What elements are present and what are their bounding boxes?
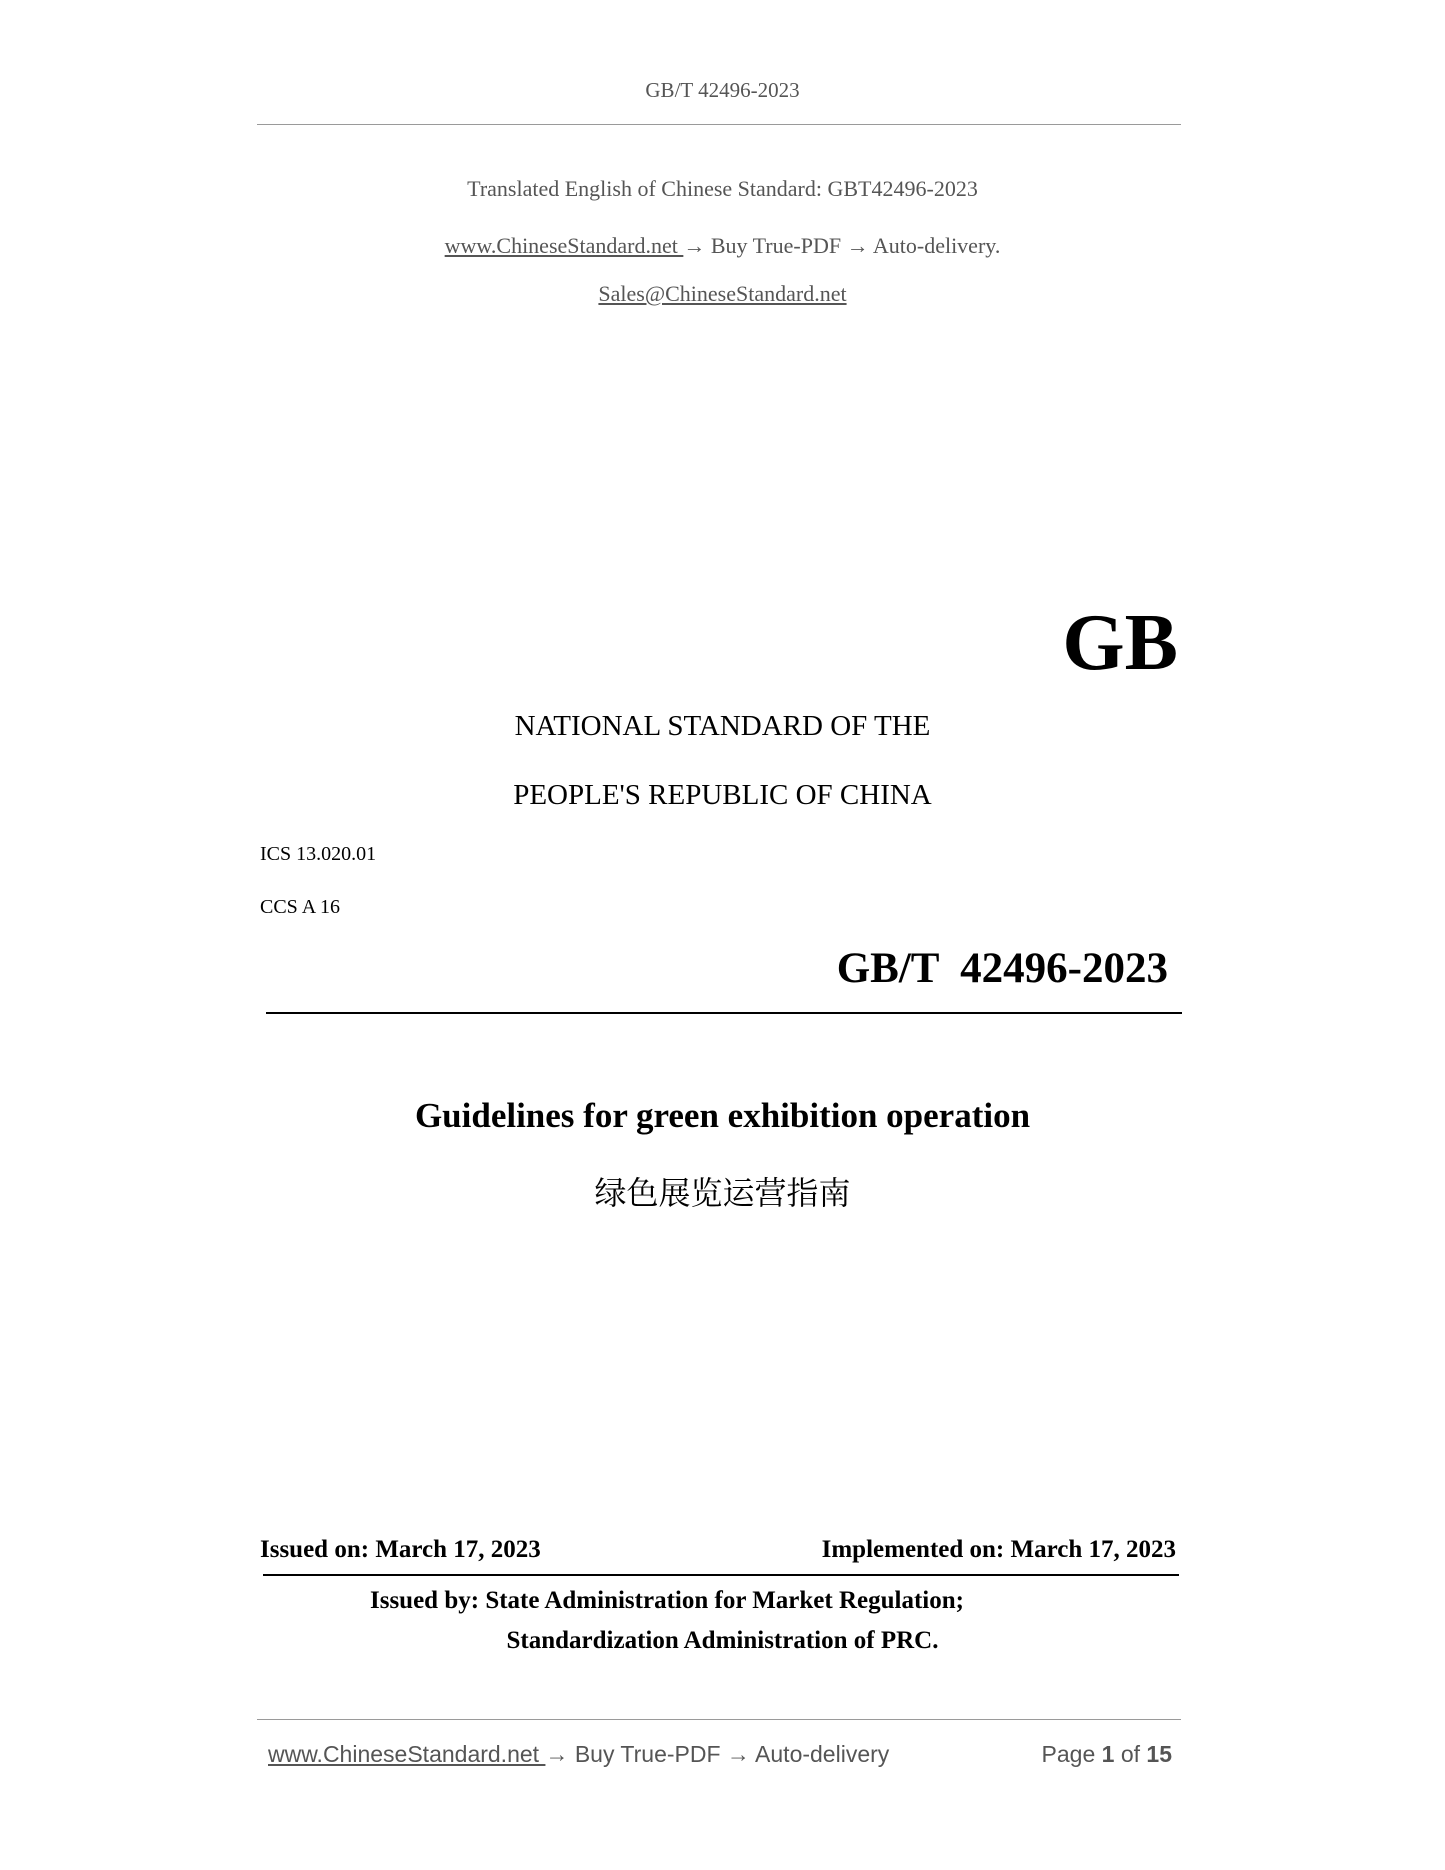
issued-date: Issued on: March 17, 2023 [260, 1536, 541, 1563]
page-number: 1 [1101, 1741, 1115, 1767]
standard-number: GB/T 42496-2023 [836, 945, 1168, 992]
email-line [0, 281, 1445, 307]
translation-notice: Translated English of Chinese Standard: GBT42496-2023 [467, 176, 978, 201]
issuer-line1: Issued by: State Administration for Market Regulation; [370, 1587, 964, 1614]
document-title-zh: 绿色展览运营指南 [594, 1174, 851, 1212]
running-header: GB/T 42496-2023 [645, 78, 800, 102]
ics-code: ICS 13.020.01 [260, 843, 377, 865]
gb-mark: GB [1062, 599, 1178, 687]
buy-text: → Buy True-PDF → Auto-delivery. [683, 233, 1001, 258]
standard-number-rule [266, 1012, 1182, 1014]
site-link[interactable]: www.ChineseStandard.net [444, 233, 684, 258]
national-standard-line1: NATIONAL STANDARD OF THE [514, 710, 931, 742]
email-link[interactable]: Sales@ChineseStandard.net [598, 281, 847, 306]
page-indicator [900, 1741, 1172, 1768]
national-standard-line2: PEOPLE'S REPUBLIC OF CHINA [513, 779, 932, 811]
footer-purchase [268, 1741, 889, 1768]
page-label: Page [1041, 1741, 1096, 1767]
page-total: 15 [1146, 1741, 1172, 1767]
header-divider [257, 124, 1181, 125]
of-label: of [1120, 1741, 1141, 1767]
issuer-line2: Standardization Administration of PRC. [506, 1627, 939, 1654]
footer-divider [257, 1719, 1181, 1720]
footer-buy-text: → Buy True-PDF → Auto-delivery [545, 1741, 890, 1767]
implemented-date: Implemented on: March 17, 2023 [821, 1536, 1176, 1563]
purchase-notice [0, 233, 1445, 259]
document-title-en: Guidelines for green exhibition operation [414, 1096, 1031, 1135]
ccs-code: CCS A 16 [260, 896, 341, 918]
dates-rule [263, 1574, 1179, 1576]
footer-site-link[interactable]: www.ChineseStandard.net [268, 1741, 546, 1767]
